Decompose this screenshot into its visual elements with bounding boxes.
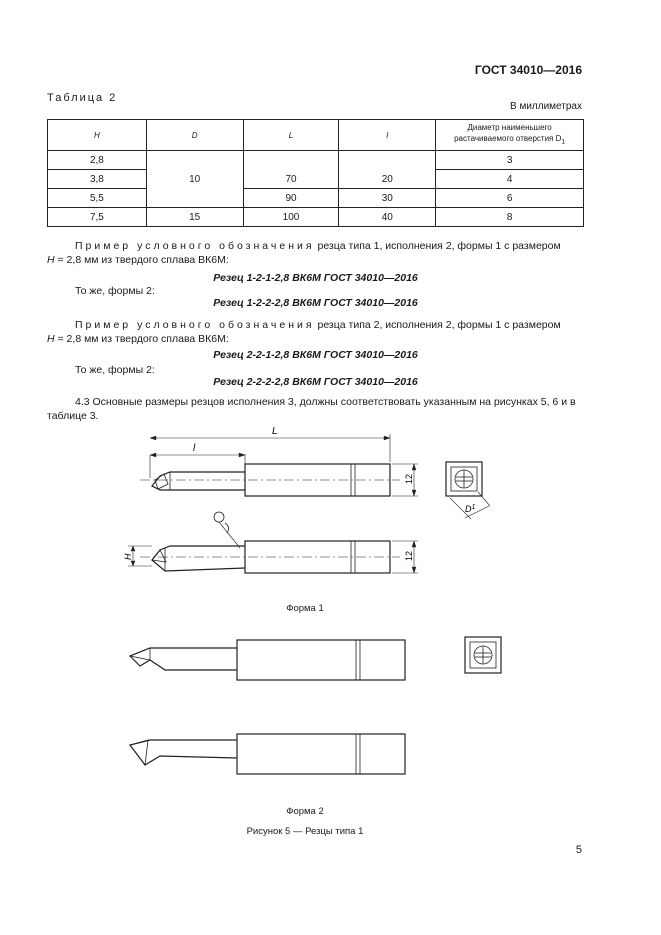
dim-l-working: l — [193, 443, 196, 454]
table-caption: Таблица 2 — [47, 92, 118, 104]
dim-l-total: L — [272, 426, 278, 437]
cell-h: 2,8 — [48, 151, 147, 170]
example2-designation: Резец 2-2-1-2,8 ВК6М ГОСТ 34010—2016 — [213, 349, 418, 361]
example2-text: резца типа 2, исполнения 2, формы 1 с размером — [314, 319, 561, 331]
table-units: В миллиметрах — [510, 101, 582, 112]
cell-h: 5,5 — [48, 189, 147, 208]
example1-lead: Пример условного обозначения — [75, 240, 315, 252]
cell-l-total: 100 — [243, 208, 339, 227]
dim-d1 — [465, 504, 476, 514]
col-header-h: H — [48, 120, 147, 151]
example1-line2: = 2,8 мм из твердого сплава ВК6М: — [54, 254, 229, 266]
example2-same-form: То же, формы 2: — [75, 364, 155, 376]
page-number: 5 — [575, 844, 582, 856]
col-header-min-bore-line1: Диаметр наименьшего — [467, 123, 552, 133]
cell-l-working: 40 — [339, 208, 436, 227]
dim-h: H — [123, 553, 133, 560]
example2-lead: Пример условного обозначения — [75, 319, 315, 331]
cell-h: 7,5 — [48, 208, 147, 227]
col-header-min-bore-sub: 1 — [561, 138, 566, 146]
col-header-min-bore-line2: растачиваемого отверстия D — [454, 134, 562, 144]
cell-d: 10 — [146, 151, 243, 208]
cell-d1: 3 — [436, 151, 584, 170]
dim-12-top: 12 — [404, 473, 414, 484]
form1-caption: Форма 1 — [286, 603, 324, 614]
cell-l-total: 90 — [243, 189, 339, 208]
cell-d1: 4 — [436, 170, 584, 189]
form2-caption: Форма 2 — [286, 806, 324, 817]
example1-designation: Резец 1-2-1-2,8 ВК6М ГОСТ 34010—2016 — [213, 272, 418, 284]
dim-12-side: 12 — [404, 550, 414, 561]
example2-h: H — [47, 333, 55, 345]
example1-h: H — [47, 254, 55, 266]
cell-d1: 8 — [436, 208, 584, 227]
dim-d1-sub: 1 — [471, 504, 476, 511]
example1-same-form: То же, формы 2: — [75, 285, 155, 297]
clause-4-3: 4.3 Основные размеры резцов исполнения 3, должны соответствовать указанным на рисунках 5, 6 и в таблице 3. — [47, 396, 576, 422]
cell-l-working: 20 — [339, 151, 436, 189]
example1-text: резца типа 1, исполнения 2, формы 1 с размером — [314, 240, 561, 252]
cell-d1: 6 — [436, 189, 584, 208]
cell-l-total: 70 — [243, 151, 339, 189]
col-header-l-total: L — [243, 120, 339, 151]
cell-h: 3,8 — [48, 170, 147, 189]
dim-d1-letter: D — [465, 504, 472, 514]
col-header-l-working: l — [339, 120, 436, 151]
figure-caption: Рисунок 5 — Резцы типа 1 — [246, 826, 364, 837]
cell-d: 15 — [146, 208, 243, 227]
example2-line2: = 2,8 мм из твердого сплава ВК6М: — [54, 333, 229, 345]
example1-designation2: Резец 1-2-2-2,8 ВК6М ГОСТ 34010—2016 — [213, 297, 418, 309]
cell-l-working: 30 — [339, 189, 436, 208]
standard-header: ГОСТ 34010—2016 — [474, 63, 582, 77]
example2-designation2: Резец 2-2-2-2,8 ВК6М ГОСТ 34010—2016 — [213, 376, 418, 388]
col-header-d: D — [146, 120, 243, 151]
